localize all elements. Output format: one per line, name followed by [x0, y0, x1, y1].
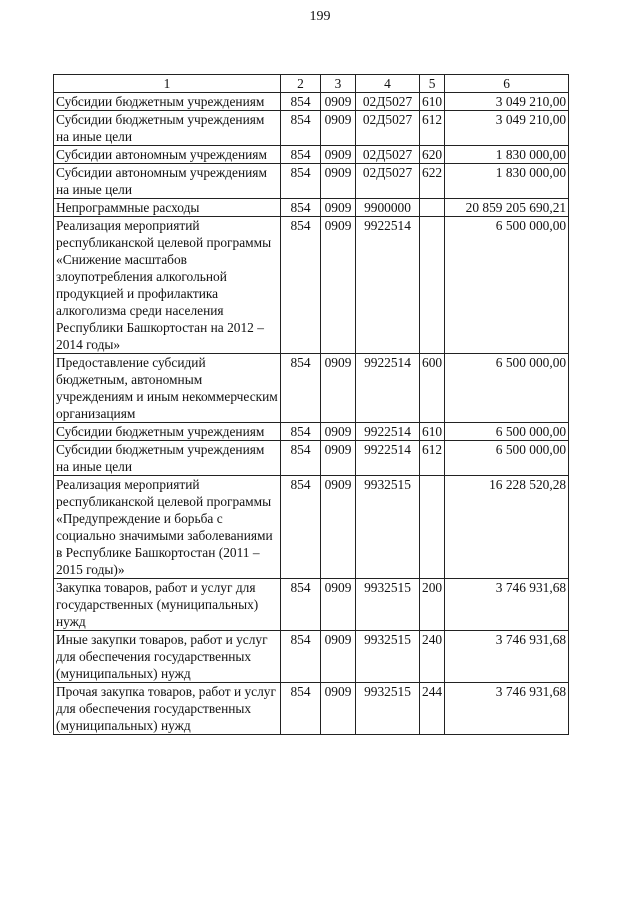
- row-name-cell: Непрограммные расходы: [54, 199, 281, 217]
- row-name-cell: Субсидии бюджетным учреждениям: [54, 423, 281, 441]
- row-name-cell: Прочая закупка товаров, работ и услуг для обеспечения государственных (муниципальных) нужд: [54, 683, 281, 735]
- expense-type-code-cell: 610: [420, 93, 445, 111]
- table-row: [54, 111, 569, 146]
- row-name-cell: Субсидии бюджетным учреждениям: [54, 93, 281, 111]
- target-article-code-cell: 9932515: [356, 683, 420, 735]
- ministry-code-cell: 854: [281, 164, 321, 199]
- ministry-code-cell: 854: [281, 476, 321, 579]
- target-article-code-cell: 9922514: [356, 441, 420, 476]
- target-article-code-cell: 02Д5027: [356, 146, 420, 164]
- expense-type-code-cell: 612: [420, 441, 445, 476]
- row-name-cell: Субсидии автономным учреждениям на иные цели: [54, 164, 281, 199]
- amount-cell: 6 500 000,00: [445, 441, 569, 476]
- expense-type-code-cell: [420, 199, 445, 217]
- expense-type-code-cell: 620: [420, 146, 445, 164]
- table-row: [54, 683, 569, 735]
- section-code-cell: 0909: [321, 631, 356, 683]
- column-header-6: 6: [445, 75, 569, 93]
- amount-cell: 3 049 210,00: [445, 93, 569, 111]
- target-article-code-cell: 9900000: [356, 199, 420, 217]
- ministry-code-cell: 854: [281, 199, 321, 217]
- section-code-cell: 0909: [321, 354, 356, 423]
- row-name-cell: Реализация мероприятий республиканской целевой программы «Снижение масштабов злоупотребления алкогольной продукцией и профилактика алкоголизма среди населения Республики Башкортостан на 2012 – 2014 годы»: [54, 217, 281, 354]
- expense-type-code-cell: 612: [420, 111, 445, 146]
- section-code-cell: 0909: [321, 683, 356, 735]
- target-article-code-cell: 9922514: [356, 423, 420, 441]
- amount-cell: 3 746 931,68: [445, 579, 569, 631]
- target-article-code-cell: 9922514: [356, 217, 420, 354]
- amount-cell: 3 746 931,68: [445, 683, 569, 735]
- section-code-cell: 0909: [321, 476, 356, 579]
- ministry-code-cell: 854: [281, 146, 321, 164]
- ministry-code-cell: 854: [281, 423, 321, 441]
- amount-cell: 6 500 000,00: [445, 354, 569, 423]
- row-name-cell: Иные закупки товаров, работ и услуг для обеспечения государственных (муниципальных) нужд: [54, 631, 281, 683]
- row-name-cell: Предоставление субсидий бюджетным, автономным учреждениям и иным некоммерческим организациям: [54, 354, 281, 423]
- ministry-code-cell: 854: [281, 631, 321, 683]
- table-row: [54, 164, 569, 199]
- expense-type-code-cell: 240: [420, 631, 445, 683]
- target-article-code-cell: 9932515: [356, 579, 420, 631]
- amount-cell: 6 500 000,00: [445, 423, 569, 441]
- section-code-cell: 0909: [321, 199, 356, 217]
- row-name-cell: Субсидии бюджетным учреждениям на иные цели: [54, 111, 281, 146]
- amount-cell: 3 049 210,00: [445, 111, 569, 146]
- table-row: [54, 579, 569, 631]
- ministry-code-cell: 854: [281, 217, 321, 354]
- section-code-cell: 0909: [321, 423, 356, 441]
- table-body: [54, 93, 569, 735]
- table-row: [54, 199, 569, 217]
- table-row: [54, 423, 569, 441]
- expense-type-code-cell: 610: [420, 423, 445, 441]
- target-article-code-cell: 9932515: [356, 476, 420, 579]
- expense-type-code-cell: 200: [420, 579, 445, 631]
- column-header-4: 4: [356, 75, 420, 93]
- budget-table: [53, 74, 569, 735]
- column-header-2: 2: [281, 75, 321, 93]
- table-row: [54, 631, 569, 683]
- section-code-cell: 0909: [321, 164, 356, 199]
- ministry-code-cell: 854: [281, 93, 321, 111]
- amount-cell: 3 746 931,68: [445, 631, 569, 683]
- column-header-1: 1: [54, 75, 281, 93]
- target-article-code-cell: 9922514: [356, 354, 420, 423]
- table-row: [54, 441, 569, 476]
- table-row: [54, 217, 569, 354]
- row-name-cell: Субсидии бюджетным учреждениям на иные цели: [54, 441, 281, 476]
- amount-cell: 6 500 000,00: [445, 217, 569, 354]
- section-code-cell: 0909: [321, 146, 356, 164]
- column-header-3: 3: [321, 75, 356, 93]
- row-name-cell: Субсидии автономным учреждениям: [54, 146, 281, 164]
- row-name-cell: Реализация мероприятий республиканской целевой программы «Предупреждение и борьба с социально значимыми заболеваниями в Республике Башкортостан (2011 – 2015 годы)»: [54, 476, 281, 579]
- header-row: [54, 75, 569, 93]
- section-code-cell: 0909: [321, 111, 356, 146]
- expense-type-code-cell: [420, 217, 445, 354]
- expense-type-code-cell: 622: [420, 164, 445, 199]
- amount-cell: 16 228 520,28: [445, 476, 569, 579]
- target-article-code-cell: 02Д5027: [356, 164, 420, 199]
- column-header-5: 5: [420, 75, 445, 93]
- ministry-code-cell: 854: [281, 683, 321, 735]
- table-row: [54, 354, 569, 423]
- table-row: [54, 146, 569, 164]
- page-number: 199: [309, 9, 331, 24]
- ministry-code-cell: 854: [281, 579, 321, 631]
- expense-type-code-cell: 244: [420, 683, 445, 735]
- section-code-cell: 0909: [321, 93, 356, 111]
- target-article-code-cell: 9932515: [356, 631, 420, 683]
- row-name-cell: Закупка товаров, работ и услуг для государственных (муниципальных) нужд: [54, 579, 281, 631]
- expense-type-code-cell: [420, 476, 445, 579]
- expense-type-code-cell: 600: [420, 354, 445, 423]
- table-row: [54, 476, 569, 579]
- ministry-code-cell: 854: [281, 441, 321, 476]
- ministry-code-cell: 854: [281, 354, 321, 423]
- target-article-code-cell: 02Д5027: [356, 93, 420, 111]
- target-article-code-cell: 02Д5027: [356, 111, 420, 146]
- section-code-cell: 0909: [321, 217, 356, 354]
- amount-cell: 1 830 000,00: [445, 164, 569, 199]
- section-code-cell: 0909: [321, 441, 356, 476]
- amount-cell: 1 830 000,00: [445, 146, 569, 164]
- section-code-cell: 0909: [321, 579, 356, 631]
- table-row: [54, 93, 569, 111]
- ministry-code-cell: 854: [281, 111, 321, 146]
- amount-cell: 20 859 205 690,21: [445, 199, 569, 217]
